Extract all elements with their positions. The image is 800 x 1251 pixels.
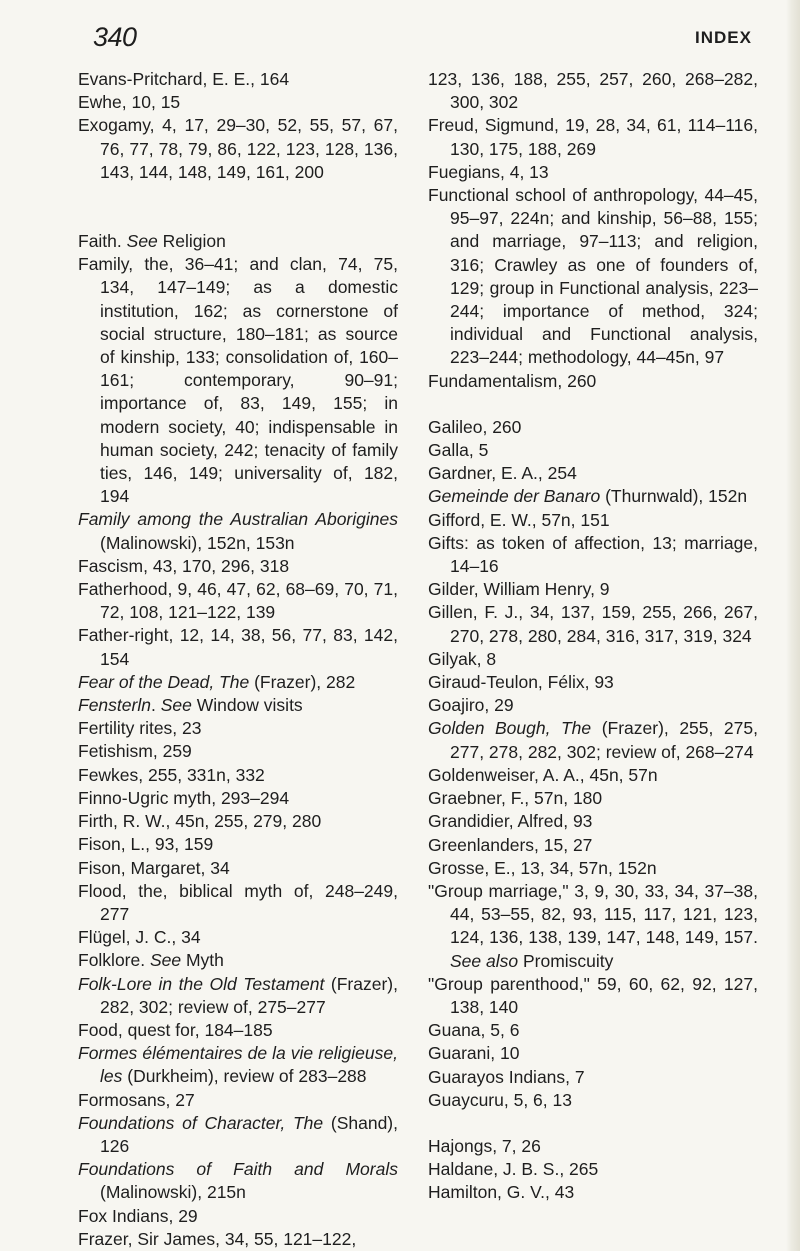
index-entry-text: Flügel, J. C., 34 [78,927,201,948]
index-entry [428,68,758,114]
index-entry [428,578,758,601]
index-entry-text: Functional school of anthropology, 44–45, 95–97, 224n; and kinship, 56–88, 155; and marriage, 97–113; and religion, 316; Crawley as one of founders of, 129; group in Functional analysis, 223–244; importance of method, 324; individual and Functional analysis, 223–244; methodology, 44–45n, 97 [428,185,758,368]
index-entry [428,810,758,833]
index-entry-text: Father-right, 12, 14, 38, 56, 77, 83, 142, 154 [78,625,398,669]
index-entry [428,601,758,647]
index-entry [428,973,758,1019]
index-entry-text: Greenlanders, 15, 27 [428,834,593,855]
letter-section-gap [428,393,758,416]
index-entry [428,184,758,370]
index-entry [78,1205,398,1228]
index-entry [78,857,398,880]
index-entry-text: Firth, R. W., 45n, 255, 279, 280 [78,811,322,832]
index-entry [428,1089,758,1112]
index-entry [428,114,758,160]
index-entry [78,880,398,926]
index-entry-text: (Frazer), 255, 275, 277, 278, 282, 302; review of, 268–274 [450,718,758,762]
index-entry-italic-text: Fear of the Dead, The [78,671,250,692]
index-entry-text: Fison, L., 93, 159 [78,834,214,855]
index-entry-text: Gilyak, 8 [428,648,497,669]
index-entry [78,1228,398,1251]
index-entry-text: Guarani, 10 [428,1043,520,1064]
index-entry-text: (Frazer), 282, 302; review of, 275–277 [100,973,398,1017]
index-entry [78,810,398,833]
index-entry [428,717,758,763]
index-entry [78,1158,398,1204]
index-entry [428,787,758,810]
index-entry-text: Finno-Ugric myth, 293–294 [78,787,290,808]
index-entry-text: Flood, the, biblical myth of, 248–249, 277 [78,880,398,924]
index-column-right [428,68,758,1205]
index-entry-italic-text: See [126,231,158,252]
index-entry [428,880,758,973]
index-entry-text: 123, 136, 188, 255, 257, 260, 268–282, 300, 302 [428,69,758,113]
index-entry-text: Grandidier, Alfred, 93 [428,811,593,832]
index-entry-text: (Durkheim), review of 283–288 [122,1066,367,1087]
index-entry-text: Gifford, E. W., 57n, 151 [428,509,610,530]
page-number: 340 [93,22,137,52]
index-entry-italic-text: Folk-Lore in the Old Testament [78,973,325,994]
page-header [93,22,752,58]
index-entry [428,161,758,184]
index-column-left [78,68,398,1251]
index-entry [78,671,398,694]
index-entry [428,648,758,671]
index-entry-text: . [150,695,161,716]
index-entry [78,694,398,717]
letter-section-gap [78,184,398,230]
index-entry [428,671,758,694]
index-entry-text: Guaycuru, 5, 6, 13 [428,1089,572,1110]
index-entry [78,230,398,253]
index-entry-text: Gilder, William Henry, 9 [428,579,610,600]
index-entry-text: Fox Indians, 29 [78,1205,198,1226]
index-entry-text: Hamilton, G. V., 43 [428,1182,575,1203]
index-entry [428,485,758,508]
index-entry-italic-text: Formes élémentaires de la vie religieuse, les [78,1043,398,1087]
index-entry [428,764,758,787]
index-entry [78,624,398,670]
index-entry-text: Folklore. [78,950,150,971]
index-entry-text: (Thurnwald), 152n [600,486,748,507]
index-entry-text: Formosans, 27 [78,1089,195,1110]
index-entry-text: Exogamy, 4, 17, 29–30, 52, 55, 57, 67, 76, 77, 78, 79, 86, 122, 123, 128, 136, 143, 144, 148, 149, 161, 200 [78,115,398,182]
index-entry [78,253,398,508]
index-entry-text: Haldane, J. B. S., 265 [428,1159,599,1180]
index-entry [78,833,398,856]
index-entry-text: Ewhe, 10, 15 [78,92,181,113]
index-entry-text: "Group parenthood," 59, 60, 62, 92, 127, 138, 140 [428,973,758,1017]
index-entry-text: Fertility rites, 23 [78,718,202,739]
index-entry [78,717,398,740]
index-entry-text: (Malinowski), 215n [100,1182,246,1203]
index-entry [428,1158,758,1181]
index-entry-text: Myth [181,950,224,971]
index-entry-text: Guarayos Indians, 7 [428,1066,585,1087]
index-entry [78,973,398,1019]
index-entry-text: Giraud-Teulon, Félix, 93 [428,672,614,693]
index-entry-text: Window visits [191,695,303,716]
index-entry-text: Grosse, E., 13, 34, 57n, 152n [428,857,657,878]
index-entry [78,555,398,578]
index-entry-text: Fascism, 43, 170, 296, 318 [78,555,290,576]
index-entry-text: Fetishism, 259 [78,741,192,762]
index-entry-text: Frazer, Sir James, 34, 55, 121–122, [78,1228,357,1249]
index-entry [78,740,398,763]
index-entry-text: Fison, Margaret, 34 [78,857,230,878]
index-entry-text: Galla, 5 [428,440,489,461]
index-entry [428,694,758,717]
index-entry [428,1066,758,1089]
letter-section-gap [428,1112,758,1135]
index-entry-italic-text: Gemeinde der Banaro [428,486,601,507]
page-edge-shadow [786,0,800,1251]
index-entry [78,68,398,91]
index-entry-text: Gillen, F. J., 34, 137, 159, 255, 266, 267, 270, 278, 280, 284, 316, 317, 319, 324 [428,602,758,646]
index-entry-text: Food, quest for, 184–185 [78,1019,273,1040]
index-entry [78,1089,398,1112]
index-entry-text: "Group marriage," 3, 9, 30, 33, 34, 37–38, 44, 53–55, 82, 93, 115, 117, 121, 123, 124, 136, 138, 139, 147, 148, 149, 157. [428,880,758,948]
index-entry-italic-text: Family among the Australian Aborigines [78,509,398,530]
index-entry-text: Fundamentalism, 260 [428,370,597,391]
index-entry [428,509,758,532]
index-entry [78,91,398,114]
index-entry [78,578,398,624]
index-entry [78,1042,398,1088]
index-entry-text: Evans-Pritchard, E. E., 164 [78,69,290,89]
index-entry [428,834,758,857]
index-entry-text: (Shand), 126 [100,1112,398,1156]
index-entry-text: Gifts: as token of affection, 13; marriage, 14–16 [428,532,758,577]
index-entry-text: Faith. [78,231,127,252]
index-entry [78,787,398,810]
index-entry-text: Gardner, E. A., 254 [428,463,577,484]
index-entry-text: (Frazer), 282 [249,671,356,692]
index-entry [78,114,398,184]
index-entry-text: Fuegians, 4, 13 [428,161,549,182]
index-entry-text: Religion [157,231,226,252]
index-entry [428,462,758,485]
index-entry-text: Goldenweiser, A. A., 45n, 57n [428,764,658,785]
index-entry [428,1042,758,1065]
index-entry [78,508,398,554]
index-entry [78,1019,398,1042]
index-entry-italic-text: See [149,950,182,971]
index-entry [428,416,758,439]
index-entry-text: Graebner, F., 57n, 180 [428,788,603,809]
index-entry-text: Fatherhood, 9, 46, 47, 62, 68–69, 70, 71, 72, 108, 121–122, 139 [78,579,398,623]
index-entry-text: (Malinowski), 152n, 153n [100,532,295,553]
index-entry [428,532,758,578]
index-entry-text: Galileo, 260 [428,416,522,437]
index-entry-text: Fewkes, 255, 331n, 332 [78,764,265,785]
index-entry [428,1135,758,1158]
index-entry [428,439,758,462]
index-entry [78,1112,398,1158]
index-entry [428,857,758,880]
index-entry-text: Goajiro, 29 [428,695,514,716]
index-entry-text: Family, the, 36–41; and clan, 74, 75, 134, 147–149; as a domestic institution, 162; as cornerstone of social structure, 180–181; as source of kinship, 133; consolidation of, 160–161; contemporary, 90–91; importance of, 83, 149, 155; in modern society, 40; indispensable in human society, 242; tenacity of family ties, 146, 149; universality of, 182, 194 [78,254,398,507]
index-entry [78,764,398,787]
index-entry-italic-text: See also [450,950,519,971]
index-entry-text: Guana, 5, 6 [428,1020,520,1041]
index-entry-italic-text: Fensterln [78,695,151,716]
index-entry-italic-text: Foundations of Character, The [78,1112,324,1133]
index-entry [78,926,398,949]
index-entry-italic-text: Foundations of Faith and Morals [78,1159,398,1180]
index-entry-text: Hajongs, 7, 26 [428,1135,541,1156]
index-entry [428,1019,758,1042]
index-entry-italic-text: Golden Bough, The [428,718,592,739]
index-entry [428,1181,758,1204]
index-entry-text: Promiscuity [518,950,614,971]
index-entry-italic-text: See [160,695,192,716]
index-entry-text: Freud, Sigmund, 19, 28, 34, 61, 114–116, 130, 175, 188, 269 [428,115,758,159]
index-entry [428,370,758,393]
running-head: INDEX [695,28,752,47]
index-entry [78,949,398,972]
